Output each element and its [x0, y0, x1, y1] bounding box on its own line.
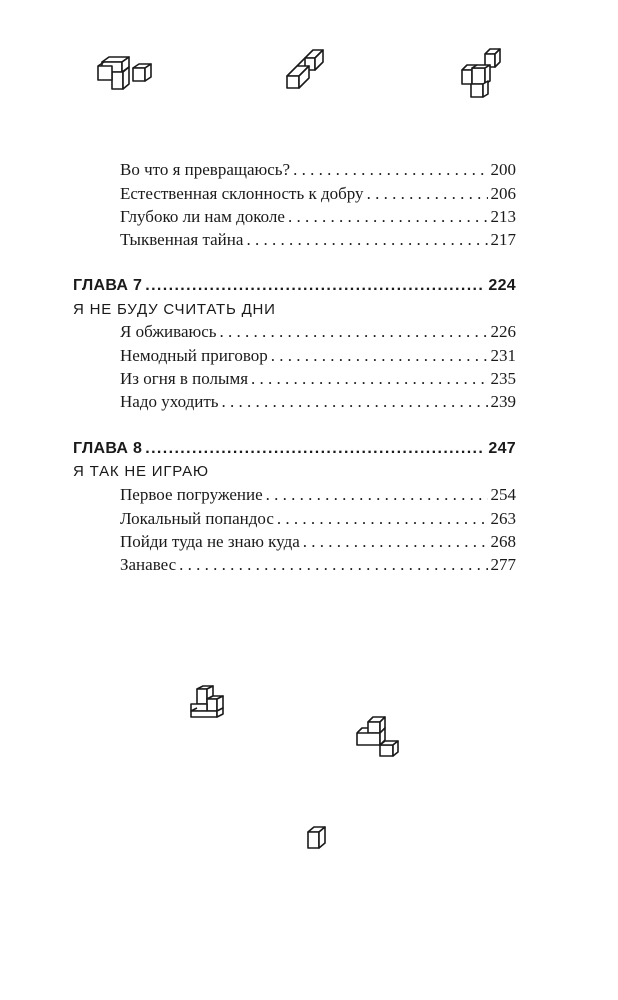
cube-cluster-icon [354, 714, 404, 760]
dot-leader [277, 508, 488, 530]
chapter-heading[interactable] [73, 275, 516, 297]
toc-entry[interactable] [120, 484, 516, 506]
toc-entry[interactable] [120, 531, 516, 553]
dot-leader [145, 275, 485, 297]
dot-leader [367, 183, 488, 205]
dot-leader [222, 391, 488, 413]
dot-leader [271, 345, 488, 367]
toc-entry-page: 200 [490, 160, 516, 179]
toc-entry-page: 268 [490, 532, 516, 551]
toc-entry[interactable] [120, 345, 516, 367]
toc-entry-title: Первое погружение [120, 485, 263, 504]
toc-entry-page: 226 [490, 322, 516, 341]
toc-entry-page: 254 [490, 485, 516, 504]
chapter-subtitle: Я ТАК НЕ ИГРАЮ [73, 463, 209, 480]
dot-leader [220, 321, 488, 343]
toc-entry-title: Тыквенная тайна [120, 230, 244, 249]
toc-entry-page: 206 [490, 184, 516, 203]
toc-entry-page: 277 [490, 555, 516, 574]
chapter-label: ГЛАВА 8 [73, 440, 143, 457]
toc-entry-page: 239 [490, 392, 516, 411]
toc-entry-title: Я обживаюсь [120, 322, 217, 341]
chapter-page: 247 [488, 440, 516, 457]
dot-leader [266, 484, 488, 506]
cube-cluster-icon [189, 686, 231, 722]
dot-leader [288, 206, 488, 228]
toc-entry[interactable] [120, 229, 516, 251]
chapter-heading[interactable] [73, 438, 516, 460]
chapter-label: ГЛАВА 7 [73, 277, 143, 294]
toc-entry-title: Во что я превращаюсь? [120, 160, 291, 179]
cube-cluster-icon [283, 48, 325, 92]
dot-leader [303, 531, 488, 553]
toc-entry-page: 231 [490, 346, 516, 365]
toc-entry[interactable] [120, 206, 516, 228]
dot-leader [293, 159, 487, 181]
toc-entry-title: Глубоко ли нам доколе [120, 207, 285, 226]
toc-entry[interactable] [120, 183, 516, 205]
dot-leader [246, 229, 487, 251]
toc-entry[interactable] [120, 508, 516, 530]
cube-icon [305, 824, 331, 852]
toc-entry-title: Занавес [120, 555, 177, 574]
toc-entry-title: Локальный попандос [120, 509, 274, 528]
toc-entry-page: 235 [490, 369, 516, 388]
toc-entry-title: Надо уходить [120, 392, 219, 411]
dot-leader [145, 438, 485, 460]
toc-entry-title: Пойди туда не знаю куда [120, 532, 300, 551]
toc-entry[interactable] [120, 159, 516, 181]
toc-entry-title: Немодный приговор [120, 346, 268, 365]
toc-entry[interactable] [120, 391, 516, 413]
chapter-subtitle: Я НЕ БУДУ СЧИТАТЬ ДНИ [73, 301, 276, 318]
dot-leader [251, 368, 487, 390]
toc-entry-title: Из огня в полымя [120, 369, 249, 388]
toc-entry-page: 263 [490, 509, 516, 528]
dot-leader [179, 554, 487, 576]
toc-entry-title: Естественная склонность к добру [120, 184, 364, 203]
chapter-page: 224 [488, 277, 516, 294]
cube-cluster-icon [96, 56, 156, 96]
toc-entry-page: 213 [490, 207, 516, 226]
toc-entry[interactable] [120, 368, 516, 390]
toc-entry[interactable] [120, 554, 516, 576]
toc-entry-page: 217 [490, 230, 516, 249]
cube-cluster-icon [458, 48, 504, 100]
toc-entry[interactable] [120, 321, 516, 343]
